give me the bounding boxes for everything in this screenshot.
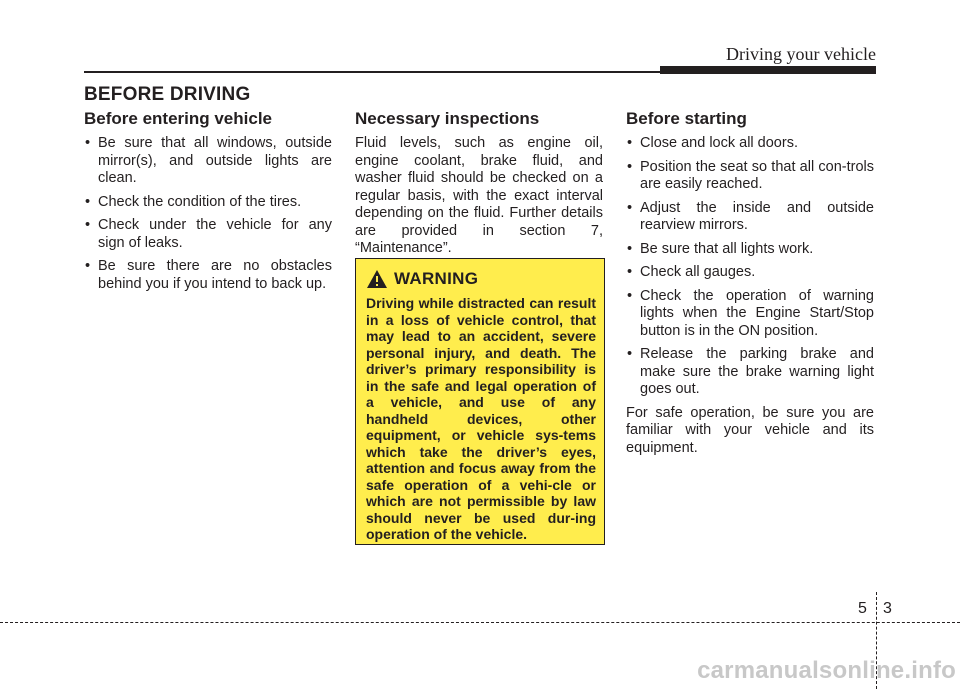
list-item: • Check all gauges. [626,264,874,282]
header-rule [84,71,660,73]
warning-box [355,258,605,545]
list-item: • Be sure that all windows, outside mirror(s), and outside lights are clean. [84,135,332,188]
warning-triangle-icon [366,269,388,289]
warning-text: Driving while distracted can result in a loss of vehicle control, that may lead to an accident, severe personal injury, and death. The driver’s primary responsibility is in the safe and legal operation of a vehicle, and use of any handheld devices, other equipment, or vehicle sys-tems which take the driver’s eyes, attention and focus away from the safe operation of a vehi-cle or which are not permissible by law should never be used dur-ing operation of the vehicle. [366,295,596,542]
necessary-inspections-heading: Necessary inspections [355,109,540,128]
before-starting-section [626,109,874,457]
list-item: • Be sure that all lights work. [626,241,874,259]
before-starting-note: For safe operation, be sure you are familiar with your vehicle and its equipment. [626,404,874,456]
before-starting-list [626,135,874,399]
necessary-inspections-section [355,109,603,258]
before-entering-heading: Before entering vehicle [84,109,273,128]
necessary-inspections-text: Fluid levels, such as engine oil, engine coolant, brake fluid, and washer fluid should be checked on a regular basis, with the exact interval depending on the fluid. Further details are provided in section 7, “Maintenance”. [355,135,603,256]
list-item: • Release the parking brake and make sure the brake warning light goes out. [626,346,874,399]
list-item: • Position the seat so that all con-trols are easily reached. [626,159,874,194]
list-item: • Check the condition of the tires. [84,194,332,212]
list-item: • Be sure there are no obstacles behind you if you intend to back up. [84,258,332,293]
chapter-number: 5 [858,600,867,617]
list-item: • Adjust the inside and outside rearview mirrors. [626,200,874,235]
header-rule-accent [660,66,876,74]
list-item: • Check the operation of warning lights when the Engine Start/Stop button is in the ON position. [626,288,874,341]
warning-title: WARNING [394,269,479,288]
watermark: carmanualsonline.info [697,657,956,684]
section-title: BEFORE DRIVING [84,84,251,105]
before-entering-list [84,135,332,293]
list-item: • Close and lock all doors. [626,135,874,153]
before-entering-section [84,109,332,299]
list-item: • Check under the vehicle for any sign of leaks. [84,217,332,252]
warning-header [366,269,596,289]
page-number: 3 [883,600,892,617]
before-starting-heading: Before starting [626,109,747,128]
footer-rule [0,622,960,623]
running-header: Driving your vehicle [726,44,876,64]
